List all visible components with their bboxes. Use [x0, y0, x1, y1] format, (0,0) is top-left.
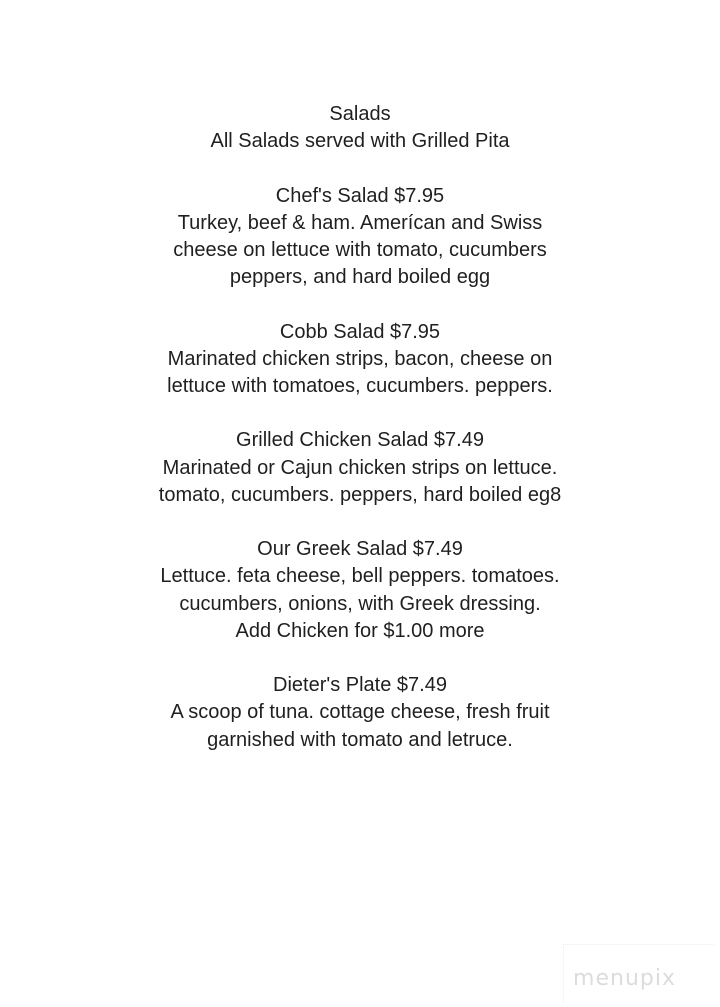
item-description-line: lettuce with tomatoes, cucumbers. peppers.	[167, 375, 553, 397]
spacer	[0, 155, 720, 182]
menu-page	[0, 101, 720, 754]
spacer	[0, 400, 720, 427]
menu-item-greek-salad	[0, 536, 720, 645]
item-description-line: Marinated or Cajun chicken strips on lettuce.	[162, 456, 558, 479]
menu-item-dieters-plate	[0, 672, 720, 754]
menu-item-cobb-salad	[0, 319, 720, 401]
spacer	[0, 645, 720, 672]
item-description-line: A scoop of tuna. cottage cheese, fresh fruit	[170, 701, 550, 724]
item-description-line: cheese on lettuce with tomato, cucumbers	[173, 239, 547, 261]
item-heading: Grilled Chicken Salad $7.49	[236, 429, 484, 452]
section-title: Salads	[329, 103, 391, 125]
item-heading: Chef's Salad $7.95	[275, 184, 445, 207]
menu-item-grilled-chicken-salad	[0, 427, 720, 509]
item-heading: Cobb Salad $7.95	[279, 320, 441, 343]
menupix-watermark: menupix	[573, 966, 676, 991]
item-description-line: cucumbers, onions, with Greek dressing.	[179, 592, 541, 615]
item-heading: Dieter's Plate $7.49	[273, 674, 447, 697]
item-description-line: tomato, cucumbers. peppers, hard boiled eg8	[158, 483, 562, 506]
item-description-line: peppers, and hard boiled egg	[229, 266, 491, 289]
menu-item-chefs-salad	[0, 183, 720, 292]
section-subtitle: All Salads served with Grilled Pita	[210, 130, 510, 153]
item-heading: Our Greek Salad $7.49	[257, 538, 463, 561]
item-description-line: Turkey, beef & ham. Amerícan and Swiss	[177, 211, 543, 234]
spacer	[0, 291, 720, 318]
item-description-line: Add Chicken for $1.00 more	[235, 619, 485, 642]
item-description-line: garnished with tomato and letruce.	[207, 728, 513, 751]
spacer	[0, 509, 720, 536]
item-description-line: Lettuce. feta cheese, bell peppers. tomatoes.	[160, 565, 560, 588]
item-description-line: Marinated chicken strips, bacon, cheese on	[167, 347, 553, 370]
